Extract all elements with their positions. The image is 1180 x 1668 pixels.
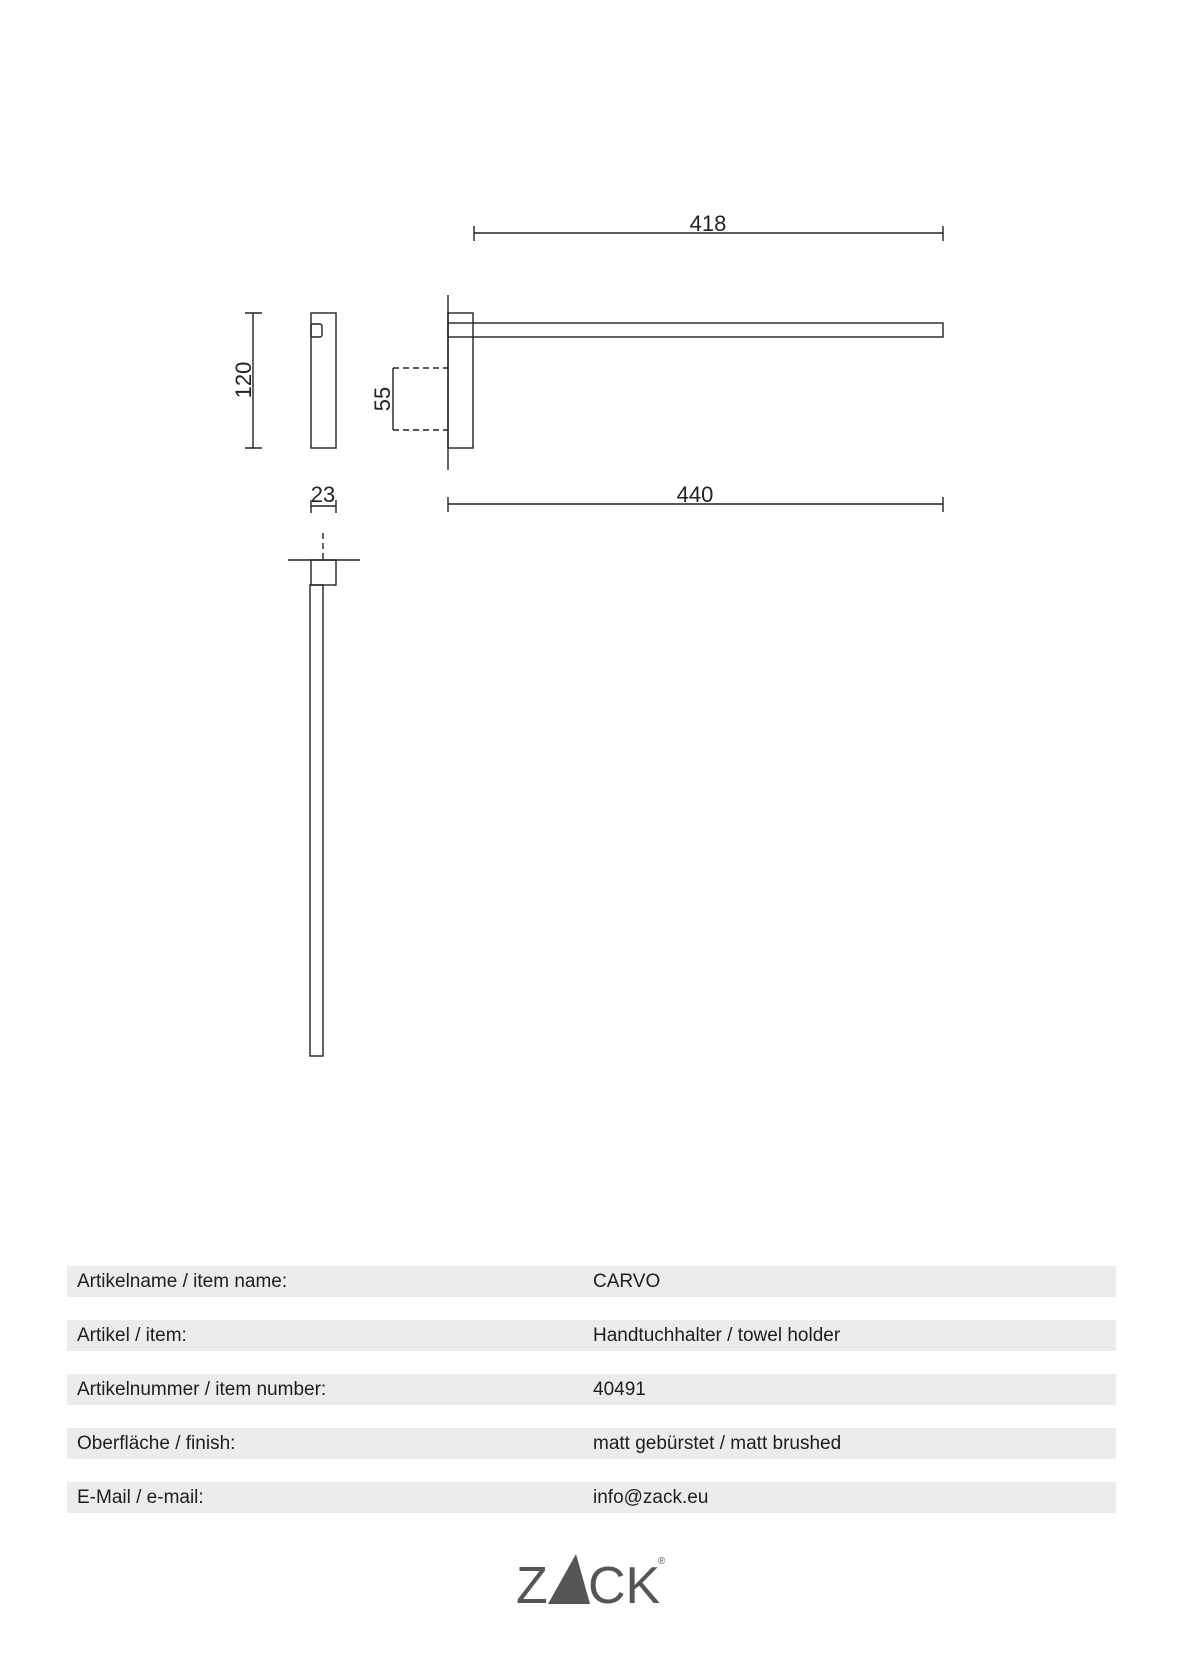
spec-value: info@zack.eu [593, 1486, 709, 1508]
spec-row-finish [67, 1428, 1116, 1459]
svg-text:Z: Z [516, 1557, 548, 1610]
spec-label: Artikelname / item name: [77, 1270, 288, 1292]
spec-label: E-Mail / e-mail: [77, 1486, 204, 1508]
label-23: 23 [310, 482, 336, 507]
spec-label: Oberfläche / finish: [77, 1432, 236, 1454]
top-view [288, 560, 360, 1056]
spec-value: matt gebürstet / matt brushed [593, 1432, 842, 1454]
spec-value: CARVO [593, 1270, 661, 1292]
spec-label: Artikelnummer / item number: [77, 1378, 327, 1400]
label-120: 120 [231, 361, 256, 399]
front-view [393, 295, 943, 470]
zack-logo [516, 1546, 666, 1610]
side-view [245, 313, 336, 448]
spec-row-item [67, 1320, 1116, 1351]
spec-table [67, 1266, 1116, 1536]
spec-row-item-name [67, 1266, 1116, 1297]
spec-row-email [67, 1482, 1116, 1513]
dimension-depth [311, 500, 336, 562]
spec-value: 40491 [593, 1378, 646, 1400]
label-440: 440 [676, 482, 714, 507]
svg-text:®: ® [658, 1556, 666, 1567]
label-55: 55 [370, 386, 395, 412]
spec-label: Artikel / item: [77, 1324, 187, 1346]
spec-row-item-number [67, 1374, 1116, 1405]
svg-text:CK: CK [588, 1557, 661, 1610]
spec-value: Handtuchhalter / towel holder [593, 1324, 841, 1346]
label-418: 418 [689, 211, 727, 236]
